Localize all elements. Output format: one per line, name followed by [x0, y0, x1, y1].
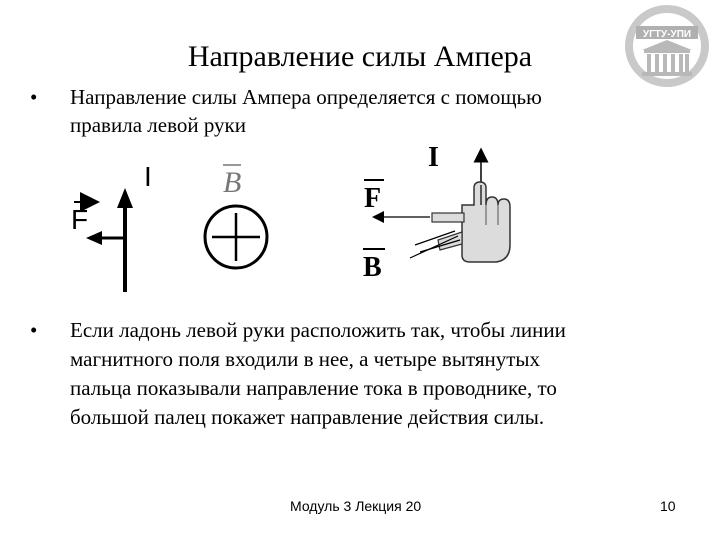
- bullet-line: большой палец покажет направление действия силы.: [70, 405, 545, 429]
- conductor-diagram: [71, 161, 152, 292]
- page-number: 10: [660, 498, 676, 514]
- bullet-line: правила левой руки: [70, 113, 246, 137]
- bullet-marker: •: [30, 318, 38, 342]
- bullet-line: пальца показывали направление тока в проводнике, то: [70, 376, 557, 400]
- thumb-shape: [432, 213, 464, 222]
- current-label: I: [144, 161, 152, 192]
- bullet-line: магнитного поля входили в нее, а четыре вытянутых: [70, 347, 541, 371]
- force-arrow-head: [86, 231, 102, 245]
- slide-title: Направление силы Ампера: [187, 40, 533, 73]
- left-hand-rule-diagram: [363, 142, 510, 283]
- hand-current-label: I: [428, 142, 439, 173]
- current-arrow-head: [117, 188, 133, 208]
- field-into-page-symbol: [205, 165, 267, 268]
- hand-field-label: B: [363, 252, 382, 283]
- bullet-rule-description: [30, 317, 690, 437]
- field-label: B: [223, 166, 242, 199]
- force-label: F: [71, 204, 89, 235]
- logo-text: УГТУ-УПИ: [642, 29, 692, 40]
- bullet-line: Направление силы Ампера определяется с помощью: [70, 85, 542, 109]
- footer-lecture-label: Модуль 3 Лекция 20: [290, 498, 422, 514]
- bullet-line: Если ладонь левой руки расположить так, чтобы линии: [70, 318, 566, 342]
- bullet-marker: •: [30, 85, 38, 109]
- hand-force-label: F: [364, 183, 382, 214]
